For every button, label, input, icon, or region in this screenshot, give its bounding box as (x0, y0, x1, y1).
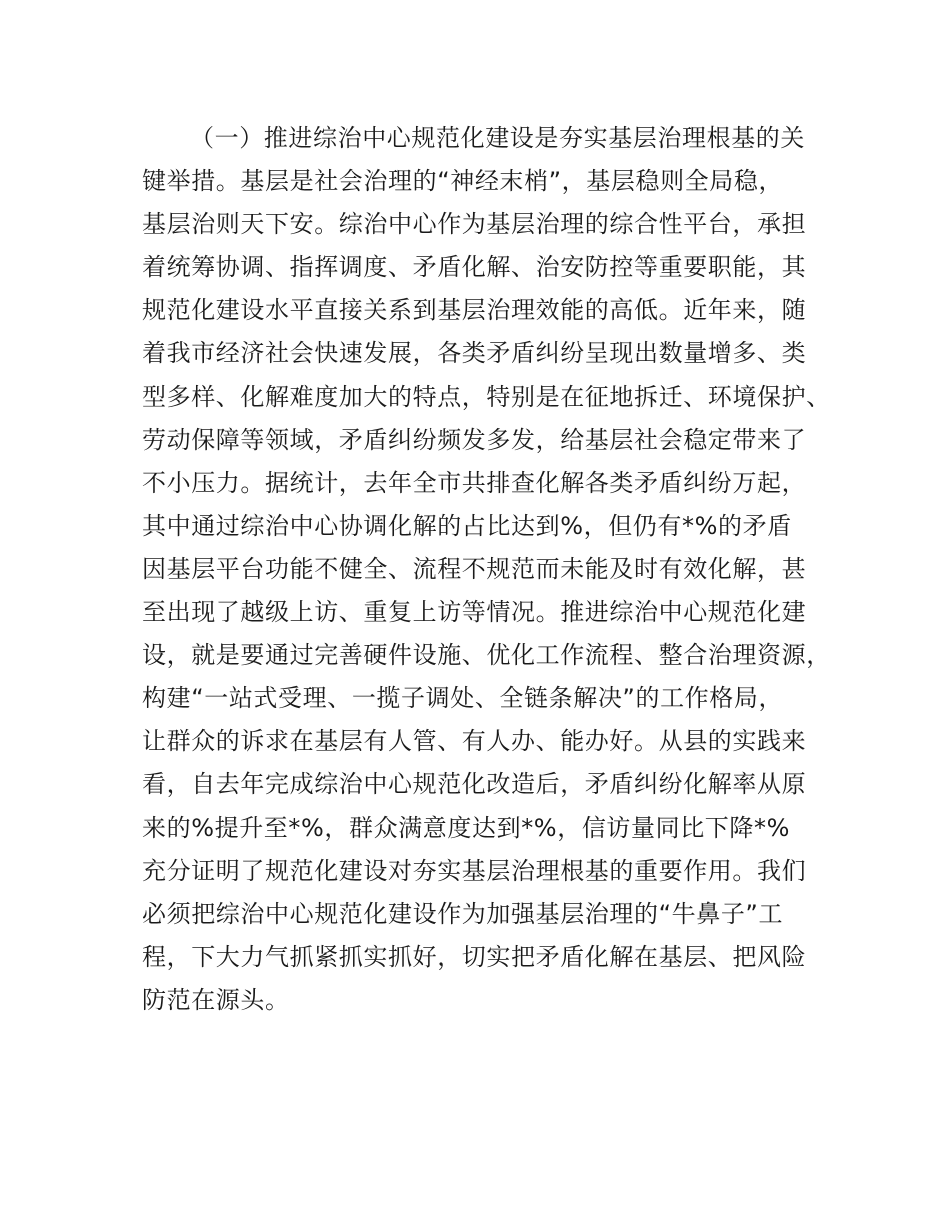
paragraph-line: 基层治则天下安。综治中心作为基层治理的综合性平台，承担 (142, 210, 807, 239)
paragraph-line: 不小压力。据统计，去年全市共排查化解各类矛盾纠纷万起， (142, 468, 807, 497)
paragraph-line: 劳动保障等领域，矛盾纠纷频发多发，给基层社会稳定带来了 (142, 425, 807, 454)
paragraph-line: 充分证明了规范化建设对夯实基层治理根基的重要作用。我们 (142, 856, 807, 885)
paragraph-line: 必须把综治中心规范化建设作为加强基层治理的“牛鼻子”工 (142, 899, 784, 928)
paragraph-line: 构建“一站式受理、一揽子调处、全链条解决”的工作格局， (142, 684, 784, 713)
body-paragraph (142, 117, 842, 1022)
paragraph-line: 因基层平台功能不健全、流程不规范而未能及时有效化解，甚 (142, 554, 807, 583)
paragraph-line: 设，就是要通过完善硬件设施、优化工作流程、整合治理资源， (142, 641, 831, 670)
paragraph-line: 程，下大力气抓紧抓实抓好，切实把矛盾化解在基层、把风险 (142, 942, 807, 971)
paragraph-line: （一）推进综治中心规范化建设是夯实基层治理根基的关 (190, 124, 805, 152)
paragraph-line: 着我市经济社会快速发展，各类矛盾纠纷呈现出数量增多、类 (142, 339, 807, 368)
paragraph-line: 着统筹协调、指挥调度、矛盾化解、治安防控等重要职能，其 (142, 253, 807, 282)
paragraph-line: 其中通过综治中心协调化解的占比达到%，但仍有*%的矛盾 (142, 511, 792, 540)
paragraph-line: 键举措。基层是社会治理的“神经末梢”，基层稳则全局稳， (142, 167, 784, 196)
paragraph-line: 防范在源头。 (142, 985, 290, 1014)
paragraph-line: 型多样、化解难度加大的特点，特别是在征地拆迁、环境保护、 (142, 382, 831, 411)
paragraph-line: 看，自去年完成综治中心规范化改造后，矛盾纠纷化解率从原 (142, 770, 807, 799)
paragraph-line: 至出现了越级上访、重复上访等情况。推进综治中心规范化建 (142, 598, 807, 627)
paragraph-line: 来的%提升至*%，群众满意度达到*%，信访量同比下降*% (142, 813, 791, 842)
paragraph-line: 规范化建设水平直接关系到基层治理效能的高低。近年来，随 (142, 296, 807, 325)
paragraph-line: 让群众的诉求在基层有人管、有人办、能办好。从县的实践来 (142, 727, 807, 756)
